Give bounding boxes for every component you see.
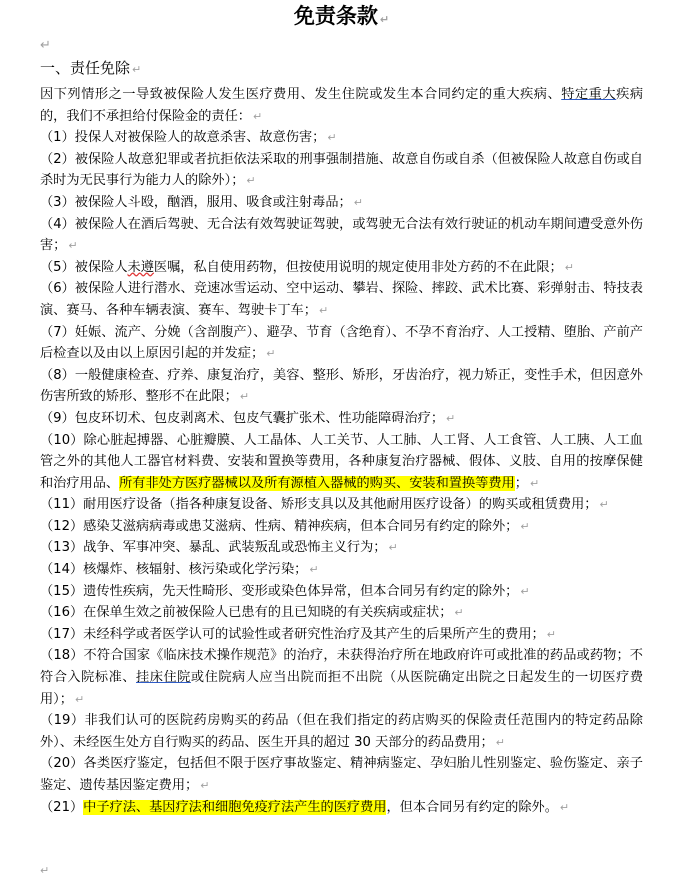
paragraph-mark-icon: ↵ [546,627,556,641]
text-run: （11）耐用医疗设备（指各种康复设备、矫形支具以及其他耐用医疗设备）的购买或租赁费用； [40,497,598,513]
clause-paragraph [40,192,643,214]
paragraph-mark-icon: ↵ [454,606,464,620]
clause-paragraph [40,278,643,321]
paragraph-mark-icon: ↵ [520,584,530,598]
text-run: （19）非我们认可的医院药房购买的药品（但在我们指定的药店购买的保险责任范围内的特定药品除外）、未经医生处方自行购买的药品、医生开具的超过 30 天部分的药品费用； [40,713,643,750]
empty-paragraph [40,34,643,58]
paragraph-mark-icon: ↵ [495,735,505,749]
clause-paragraph [40,753,643,796]
text-run: （13）战争、军事冲突、暴乱、武装叛乱或恐怖主义行为； [40,540,387,556]
text-run: （6）被保险人进行潜水、竞速冰雪运动、空中运动、攀岩、探险、摔跤、武术比赛、彩弹射击、特技表演、赛马、各种车辆表演、赛车、驾驶卡丁车； [40,281,643,318]
text-run: （12）感染艾滋病病毒或患艾滋病、性病、精神疾病，但本合同另有约定的除外； [40,518,519,534]
clause-paragraph [40,710,643,753]
paragraph-mark-icon: ↵ [388,541,398,555]
text-run: 或住院病人应当出院而拒不出院（从医院确定出院之日起发生的一切医疗费用）； [40,670,644,707]
paragraph-mark-icon: ↵ [40,864,50,877]
clause-paragraph [40,494,643,516]
text-run: （15）遗传性疾病，先天性畸形、变形或染色体异常，但本合同另有约定的除外； [40,583,519,599]
clause-paragraph [40,559,643,581]
paragraph-mark-icon: ↵ [246,174,256,188]
paragraph-mark-icon: ↵ [520,519,530,533]
highlighted-text: 所有非处方医疗器械以及所有源植入器械的购买、安装和置换等费用 [119,475,515,491]
paragraph-mark-icon: ↵ [309,563,319,577]
text-run: ，但本合同另有约定的除外。 [386,799,558,815]
paragraph-mark-icon: ↵ [379,13,390,26]
document-title [40,0,643,34]
clause-list [40,127,643,818]
paragraph-mark-icon: ↵ [327,131,337,145]
text-run: （10）除心脏起搏器、心脏瓣膜、人工晶体、人工关节、人工肺、人工肾、人工食管、人工胰、人工血管之外的其他人工器官材料费、安装和置换等费用，各种康复治疗器械、假体、义肢、自用的按摩保健和治疗用品、 [40,432,643,491]
clause-paragraph [40,797,643,819]
text-run: （17）未经科学或者医学认可的试验性或者研究性治疗及其产生的后果所产生的费用； [40,626,545,642]
text-run: （3）被保险人斗殴，酗酒，服用、吸食或注射毒品； [40,194,352,210]
text-run: （2）被保险人故意犯罪或者抗拒依法采取的刑事强制措施、故意自伤或自杀（但被保险人故意自伤或自杀时为无民事行为能力人的除外）； [40,151,643,189]
paragraph-mark-icon: ↵ [318,303,329,317]
clause-paragraph [40,516,643,538]
paragraph-mark-icon: ↵ [74,692,85,706]
paragraph-mark-icon: ↵ [564,260,574,274]
paragraph-mark-icon: ↵ [559,800,570,814]
text-run: （14）核爆炸、核辐射、核污染或化学污染； [40,562,308,578]
underlined-text: 未遵 [127,259,154,275]
clause-paragraph [40,624,643,646]
paragraph-mark-icon: ↵ [132,63,142,76]
clause-paragraph [40,322,643,365]
clause-paragraph [40,645,643,710]
paragraph-mark-icon: ↵ [239,390,250,404]
intro-paragraph [40,84,643,127]
text-run: （20）各类医疗鉴定，包括但不限于医疗事故鉴定、精神病鉴定、孕妇胎儿性别鉴定、验伤鉴定、亲子鉴定、遗传基因鉴定费用； [40,756,643,793]
text-run: 医嘱，私自使用药物，但按使用说明的规定使用非处方药的不在此限； [153,259,563,275]
text-run: （1）投保人对被保险人的故意杀害、故意伤害； [40,130,326,146]
underlined-text: 特定重大 [561,87,617,102]
clause-paragraph [40,408,643,430]
text-run: （7）妊娠、流产、分娩（含剖腹产）、避孕、节育（含绝育）、不孕不育治疗、人工授精、堕胎、产前产后检查以及由以上原因引起的并发症； [40,324,643,362]
section-heading [40,58,643,80]
paragraph-mark-icon: ↵ [253,109,263,123]
paragraph-mark-icon: ↵ [266,347,276,361]
clause-paragraph [40,537,643,559]
clause-paragraph [40,127,643,149]
paragraph-mark-icon: ↵ [40,38,51,53]
clause-paragraph [40,149,643,192]
paragraph-mark-icon: ↵ [599,498,609,512]
title-text: 免责条款 [293,4,378,28]
section-heading-text: 一、责任免除 [40,59,131,77]
clause-paragraph [40,602,643,624]
paragraph-mark-icon: ↵ [353,195,363,209]
clause-paragraph [40,257,643,279]
underlined-text: 挂床住院 [136,670,191,686]
text-run: （4）被保险人在酒后驾驶、无合法有效驾驶证驾驶，或驾驶无合法有效行驶证的机动车期间遭受意外伤害； [40,216,643,254]
text-run: （16）在保单生效之前被保险人已患有的且已知晓的有关疾病或症状； [40,605,453,621]
highlighted-text: 中子疗法、基因疗法和细胞免疫疗法产生的医疗费用 [83,799,387,815]
text-run: （8）一般健康检查、疗养、康复治疗，美容、整形、矫形，牙齿治疗，视力矫正，变性手术，但因意外伤害所致的矫形、整形不在此限； [40,367,643,405]
text-run: ； [514,475,528,491]
clause-paragraph [40,581,643,603]
text-run: 疾病的，我们不承担给付保险金的责任： [40,87,644,124]
paragraph-mark-icon: ↵ [200,779,210,792]
text-run: （9）包皮环切术、包皮剥离术、包皮气囊扩张术、性功能障碍治疗； [40,410,445,426]
paragraph-mark-icon: ↵ [446,411,456,425]
clause-paragraph [40,214,643,257]
paragraph-mark-icon: ↵ [68,239,78,253]
paragraph-mark-icon: ↵ [529,476,540,490]
clause-paragraph [40,365,643,408]
clause-paragraph [40,430,643,495]
text-run: （21） [40,799,84,815]
text-run: （18）不符合国家《临床技术操作规范》的治疗，未获得治疗所在地政府许可或批准的药品或药物；不符合入院标准、 [40,648,643,686]
text-run: 因下列情形之一导致被保险人发生医疗费用、发生住院或发生本合同约定的重大疾病、 [40,87,562,102]
text-run: （5）被保险人 [40,259,128,275]
